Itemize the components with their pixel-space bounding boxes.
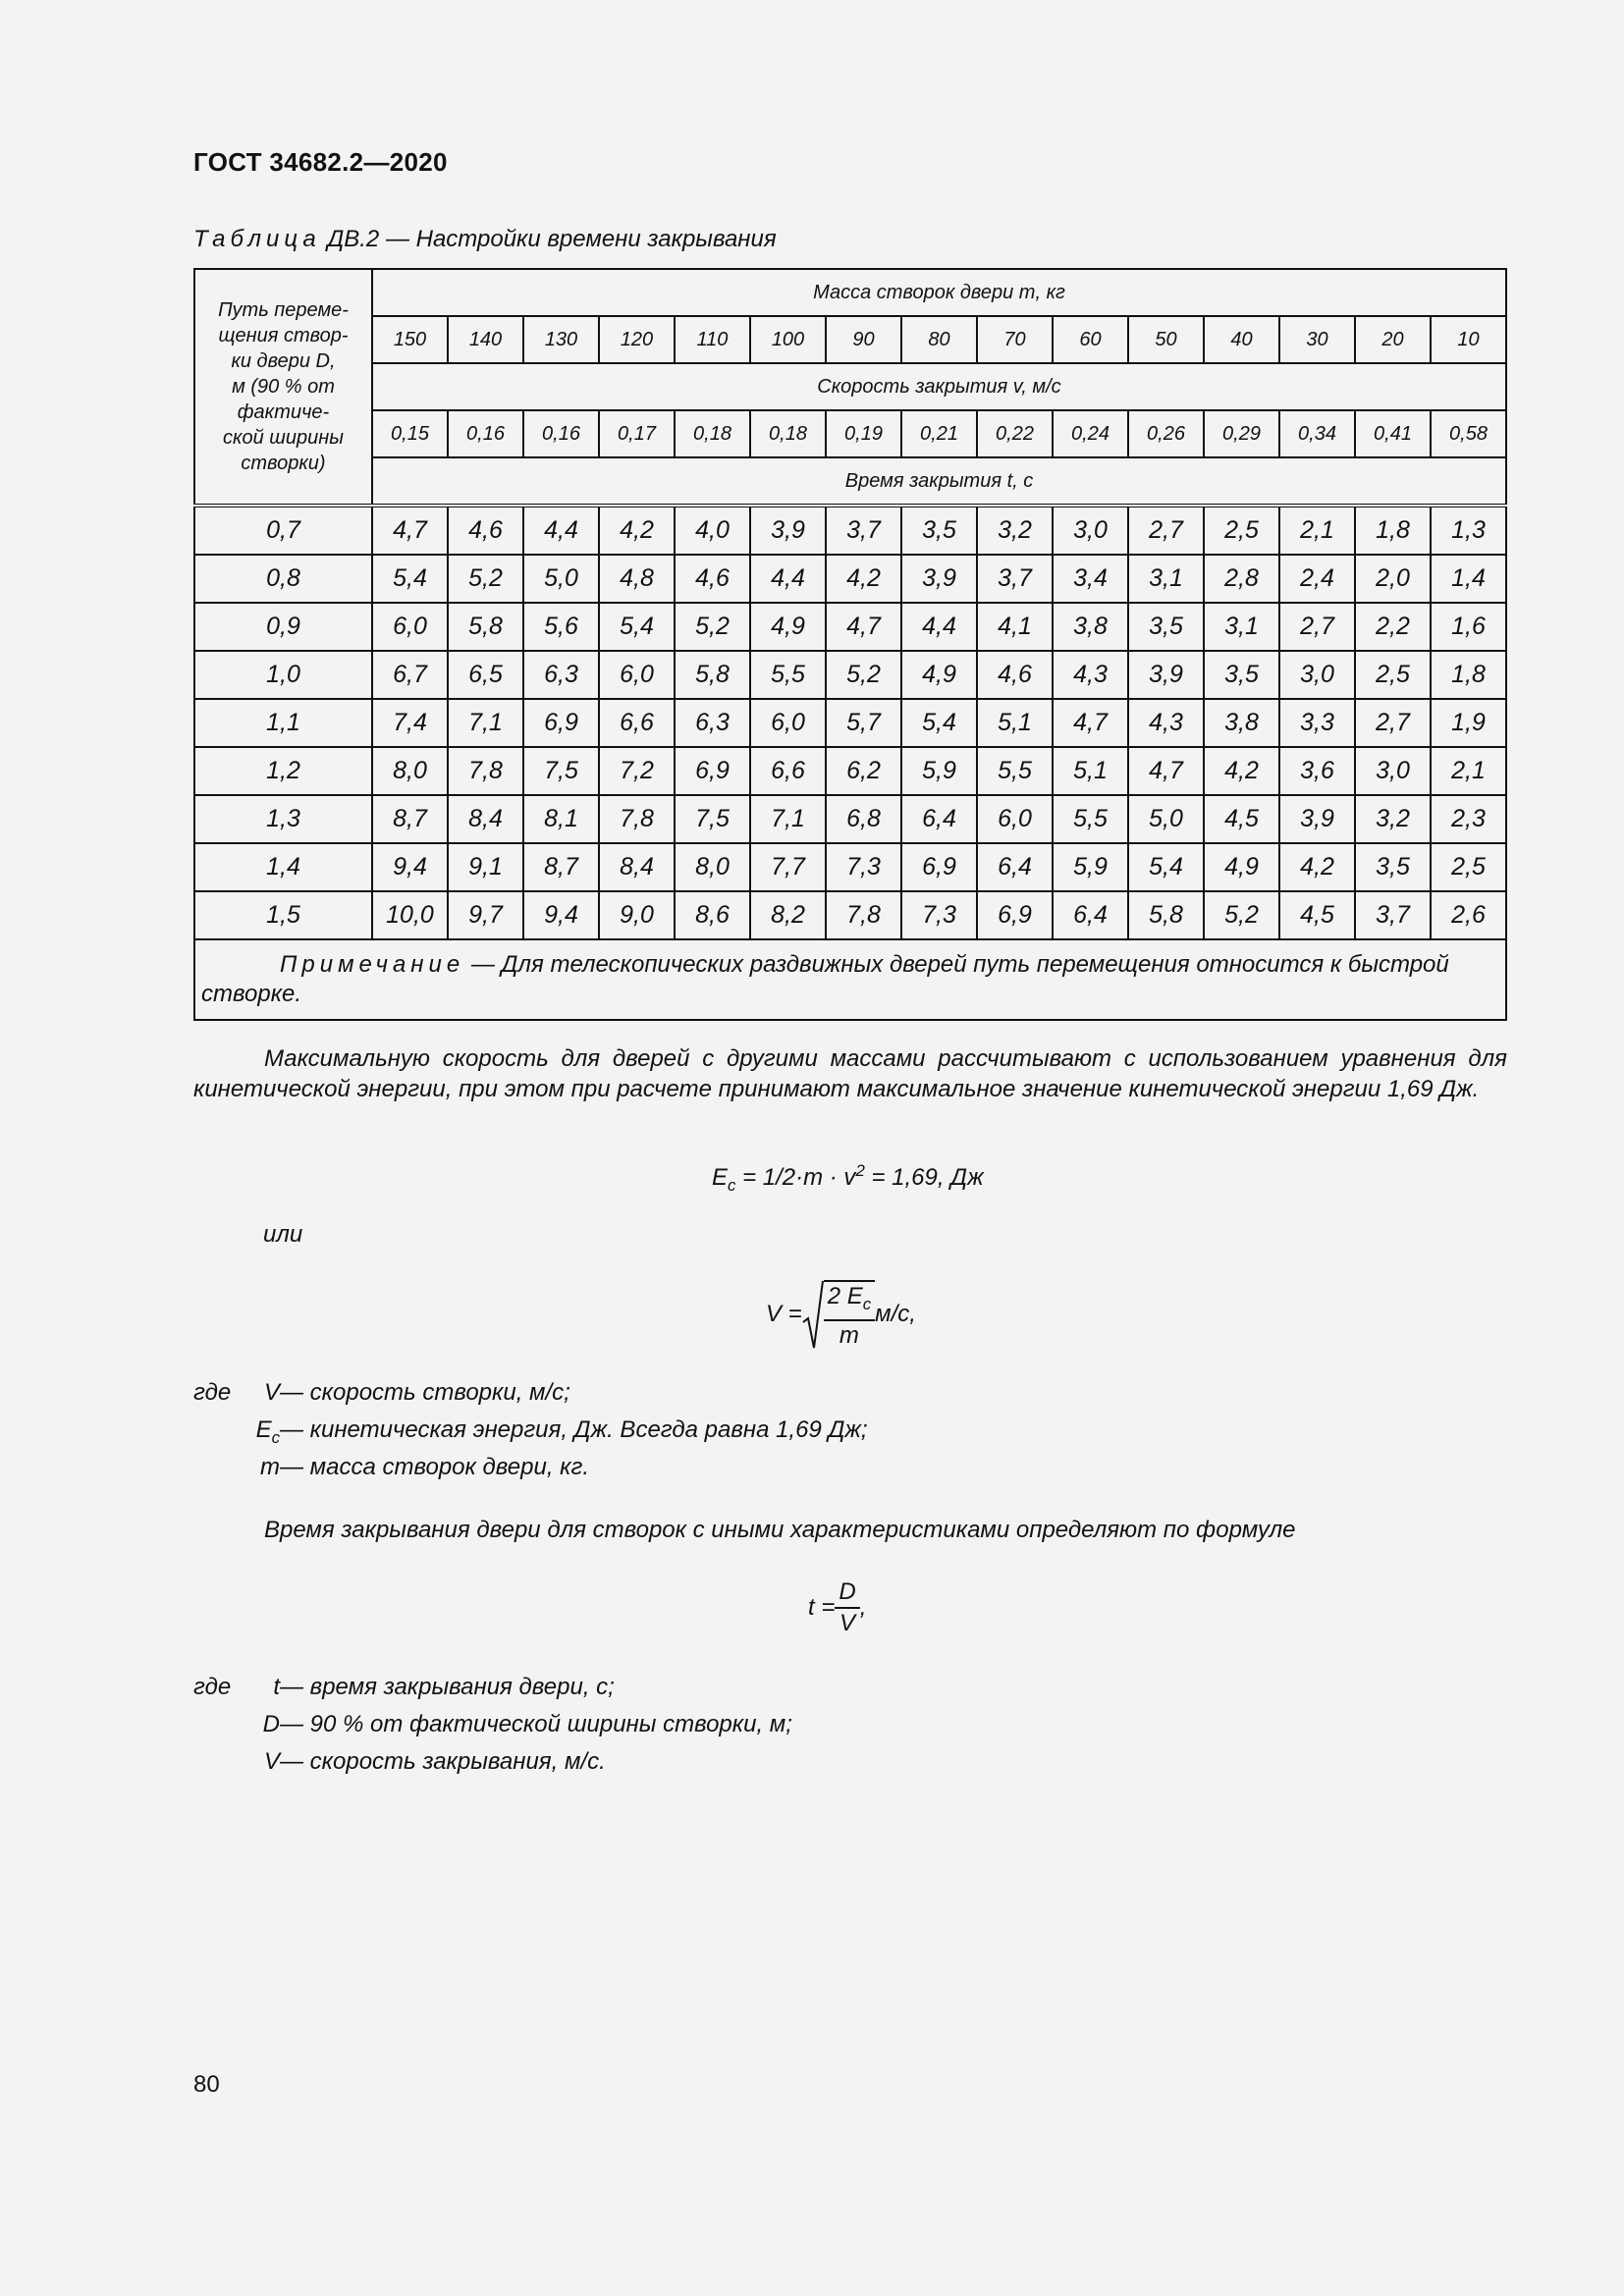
time-cell: 8,0	[372, 747, 448, 795]
time-cell: 4,2	[599, 506, 675, 555]
time-cell: 2,7	[1128, 506, 1204, 555]
mass-header: Масса створок двери m, кг	[372, 269, 1506, 316]
speed-cell: 0,18	[750, 410, 826, 457]
time-cell: 8,7	[372, 795, 448, 843]
time-cell: 4,6	[977, 651, 1053, 699]
time-cell: 6,2	[826, 747, 901, 795]
legend-text: — скорость створки, м/с;	[280, 1379, 570, 1406]
time-cell: 2,7	[1355, 699, 1431, 747]
table-row	[194, 699, 1506, 747]
table-row	[194, 603, 1506, 651]
time-cell: 3,9	[1128, 651, 1204, 699]
time-cell: 8,4	[448, 795, 523, 843]
time-cell: 2,5	[1204, 506, 1279, 555]
time-cell: 3,1	[1128, 555, 1204, 603]
time-cell: 2,4	[1279, 555, 1355, 603]
time-cell: 4,1	[977, 603, 1053, 651]
mass-cell: 140	[448, 316, 523, 363]
path-cell: 0,9	[194, 603, 372, 651]
note-label: Примечание	[280, 951, 465, 978]
speed-cell: 0,29	[1204, 410, 1279, 457]
closing-time-table	[193, 268, 1507, 1021]
time-cell: 8,7	[523, 843, 599, 891]
time-cell: 5,8	[1128, 891, 1204, 939]
time-cell: 6,0	[977, 795, 1053, 843]
legend-item	[0, 1416, 1624, 1448]
table-row	[194, 795, 1506, 843]
time-cell: 3,5	[1204, 651, 1279, 699]
path-cell: 1,2	[194, 747, 372, 795]
legend-item	[0, 1454, 1624, 1485]
mass-cell: 60	[1053, 316, 1128, 363]
time-cell: 3,3	[1279, 699, 1355, 747]
time-cell: 3,7	[977, 555, 1053, 603]
mass-cell: 20	[1355, 316, 1431, 363]
time-cell: 6,0	[372, 603, 448, 651]
mass-cell: 90	[826, 316, 901, 363]
time-cell: 5,2	[675, 603, 750, 651]
table-caption-text: ДВ.2 — Настройки времени закрывания	[320, 226, 777, 252]
mass-cell: 110	[675, 316, 750, 363]
table-row	[194, 506, 1506, 555]
time-cell: 3,0	[1053, 506, 1128, 555]
time-cell: 5,5	[1053, 795, 1128, 843]
time-cell: 4,9	[901, 651, 977, 699]
time-cell: 7,8	[448, 747, 523, 795]
time-cell: 3,9	[901, 555, 977, 603]
speed-cell: 0,58	[1431, 410, 1506, 457]
time-cell: 5,4	[372, 555, 448, 603]
time-cell: 6,4	[901, 795, 977, 843]
time-cell: 2,0	[1355, 555, 1431, 603]
time-cell: 5,4	[1128, 843, 1204, 891]
time-cell: 4,6	[675, 555, 750, 603]
time-cell: 4,7	[372, 506, 448, 555]
legend-symbol: t	[273, 1674, 280, 1700]
time-cell: 8,0	[675, 843, 750, 891]
time-cell: 6,9	[901, 843, 977, 891]
time-cell: 2,5	[1431, 843, 1506, 891]
time-cell: 7,8	[599, 795, 675, 843]
formula2-num-sub: c	[862, 1294, 872, 1313]
stub-header	[194, 269, 372, 506]
time-cell: 6,0	[750, 699, 826, 747]
formula1-sub: c	[728, 1175, 736, 1195]
or-word: или	[263, 1221, 303, 1248]
time-cell: 2,1	[1279, 506, 1355, 555]
time-cell: 5,5	[977, 747, 1053, 795]
time-cell: 2,3	[1431, 795, 1506, 843]
legend-symbol: E	[255, 1416, 272, 1443]
legend-text: — скорость закрывания, м/с.	[280, 1748, 606, 1775]
formula3-den: V	[839, 1610, 856, 1636]
mass-cell: 10	[1431, 316, 1506, 363]
legend-symbol: V	[263, 1379, 280, 1406]
time-header: Время закрытия t, с	[372, 457, 1506, 506]
legend-lead: где	[193, 1674, 232, 1700]
time-cell: 4,3	[1053, 651, 1128, 699]
legend-symbol-sub: c	[271, 1427, 280, 1447]
speed-cell: 0,26	[1128, 410, 1204, 457]
time-cell: 6,4	[977, 843, 1053, 891]
time-cell: 7,4	[372, 699, 448, 747]
time-cell: 7,2	[599, 747, 675, 795]
speed-cell: 0,15	[372, 410, 448, 457]
legend-item	[0, 1748, 1624, 1780]
time-cell: 7,1	[750, 795, 826, 843]
paragraph-max-speed: Максимальную скорость для дверей с другими массами рассчитывают с использованием уравнения для кинетической энергии, при этом при расчете принимают максимальное значение кинетической энергии 1,69 Дж.	[193, 1045, 1507, 1102]
time-cell: 9,4	[372, 843, 448, 891]
time-cell: 6,7	[372, 651, 448, 699]
speed-cell: 0,21	[901, 410, 977, 457]
speed-cell: 0,41	[1355, 410, 1431, 457]
mass-cell: 50	[1128, 316, 1204, 363]
path-cell: 0,8	[194, 555, 372, 603]
legend-item	[0, 1711, 1624, 1742]
time-cell: 2,6	[1431, 891, 1506, 939]
legend-symbol: m	[260, 1454, 280, 1480]
formula1-sup: 2	[855, 1161, 865, 1180]
paragraph-closing-time: Время закрывания двери для створок с иными характеристиками определяют по формуле	[264, 1517, 1296, 1543]
time-cell: 2,1	[1431, 747, 1506, 795]
formula1-mid: = 1/2·m · v	[735, 1164, 856, 1191]
time-cell: 8,6	[675, 891, 750, 939]
time-cell: 7,3	[901, 891, 977, 939]
time-cell: 2,5	[1355, 651, 1431, 699]
time-cell: 1,6	[1431, 603, 1506, 651]
mass-cell: 70	[977, 316, 1053, 363]
legend-text: — кинетическая энергия, Дж. Всегда равна 1,69 Дж;	[280, 1416, 868, 1443]
time-cell: 1,4	[1431, 555, 1506, 603]
speed-cell: 0,34	[1279, 410, 1355, 457]
time-cell: 5,1	[977, 699, 1053, 747]
time-cell: 1,3	[1431, 506, 1506, 555]
speed-cell: 0,18	[675, 410, 750, 457]
time-cell: 5,8	[448, 603, 523, 651]
time-cell: 4,5	[1279, 891, 1355, 939]
time-cell: 2,2	[1355, 603, 1431, 651]
table-row	[194, 843, 1506, 891]
time-cell: 8,2	[750, 891, 826, 939]
speed-cell: 0,22	[977, 410, 1053, 457]
speed-cell: 0,16	[523, 410, 599, 457]
time-cell: 5,4	[599, 603, 675, 651]
time-cell: 4,4	[750, 555, 826, 603]
time-cell: 1,9	[1431, 699, 1506, 747]
time-cell: 1,8	[1355, 506, 1431, 555]
mass-cell: 100	[750, 316, 826, 363]
time-cell: 3,8	[1204, 699, 1279, 747]
time-cell: 5,8	[675, 651, 750, 699]
time-cell: 4,6	[448, 506, 523, 555]
formula-speed	[766, 1278, 916, 1351]
time-cell: 3,7	[826, 506, 901, 555]
stub-header-text: Путь переме- щения створ- ки двери D, м (90 % от фактиче- ской ширины створки)	[218, 299, 349, 474]
table-caption-label: Таблица	[193, 226, 321, 252]
speed-header: Скорость закрытия v, м/с	[372, 363, 1506, 410]
formula2-den: m	[839, 1321, 859, 1349]
time-cell: 3,1	[1204, 603, 1279, 651]
speed-cell: 0,16	[448, 410, 523, 457]
time-cell: 7,8	[826, 891, 901, 939]
time-cell: 6,5	[448, 651, 523, 699]
formula2-unit: м/с,	[875, 1300, 916, 1327]
time-cell: 6,9	[977, 891, 1053, 939]
time-cell: 8,1	[523, 795, 599, 843]
time-cell: 3,9	[1279, 795, 1355, 843]
mass-cell: 120	[599, 316, 675, 363]
time-cell: 3,0	[1355, 747, 1431, 795]
time-cell: 6,3	[675, 699, 750, 747]
time-cell: 3,7	[1355, 891, 1431, 939]
time-cell: 4,9	[1204, 843, 1279, 891]
time-cell: 6,6	[599, 699, 675, 747]
mass-cell: 150	[372, 316, 448, 363]
table-caption	[193, 226, 777, 253]
formula3-tail: ,	[859, 1594, 867, 1621]
time-cell: 5,9	[1053, 843, 1128, 891]
formula1-lhs: E	[712, 1164, 729, 1191]
legend-symbol: V	[263, 1748, 280, 1775]
speed-cell: 0,17	[599, 410, 675, 457]
time-cell: 3,5	[1128, 603, 1204, 651]
formula3-num: D	[835, 1577, 859, 1609]
sqrt-icon	[802, 1279, 824, 1350]
time-cell: 3,5	[1355, 843, 1431, 891]
formula2-num: 2 E	[827, 1283, 863, 1309]
note-text: — Для телескопических раздвижных дверей путь перемещения относится к быстрой створке.	[201, 951, 1449, 1007]
mass-cell: 30	[1279, 316, 1355, 363]
time-cell: 3,4	[1053, 555, 1128, 603]
time-cell: 8,4	[599, 843, 675, 891]
time-cell: 6,4	[1053, 891, 1128, 939]
time-cell: 7,1	[448, 699, 523, 747]
table-note	[194, 939, 1506, 1020]
table-row	[194, 555, 1506, 603]
time-cell: 4,7	[826, 603, 901, 651]
time-cell: 5,0	[523, 555, 599, 603]
legend-lead: где	[193, 1379, 232, 1406]
time-cell: 3,5	[901, 506, 977, 555]
path-cell: 1,5	[194, 891, 372, 939]
time-cell: 9,1	[448, 843, 523, 891]
time-cell: 5,6	[523, 603, 599, 651]
mass-cell: 40	[1204, 316, 1279, 363]
time-cell: 4,9	[750, 603, 826, 651]
time-cell: 7,3	[826, 843, 901, 891]
legend-text: — 90 % от фактической ширины створки, м;	[280, 1711, 792, 1737]
path-cell: 0,7	[194, 506, 372, 555]
time-cell: 5,0	[1128, 795, 1204, 843]
time-cell: 9,0	[599, 891, 675, 939]
time-cell: 7,7	[750, 843, 826, 891]
legend-item	[0, 1674, 1624, 1705]
time-cell: 9,7	[448, 891, 523, 939]
formula-time	[808, 1577, 866, 1638]
time-cell: 4,2	[1204, 747, 1279, 795]
time-cell: 4,4	[523, 506, 599, 555]
time-cell: 3,2	[1355, 795, 1431, 843]
formula-kinetic-energy	[712, 1161, 984, 1196]
time-cell: 3,0	[1279, 651, 1355, 699]
path-cell: 1,0	[194, 651, 372, 699]
table-row	[194, 891, 1506, 939]
time-cell: 5,4	[901, 699, 977, 747]
time-cell: 4,7	[1053, 699, 1128, 747]
time-cell: 7,5	[523, 747, 599, 795]
legend-text: — масса створок двери, кг.	[280, 1454, 589, 1480]
table-row	[194, 651, 1506, 699]
speed-cell: 0,19	[826, 410, 901, 457]
time-cell: 6,9	[523, 699, 599, 747]
path-cell: 1,1	[194, 699, 372, 747]
time-cell: 9,4	[523, 891, 599, 939]
time-cell: 5,1	[1053, 747, 1128, 795]
time-cell: 3,6	[1279, 747, 1355, 795]
time-cell: 5,2	[448, 555, 523, 603]
legend-item	[0, 1379, 1624, 1411]
legend-text: — время закрывания двери, с;	[280, 1674, 615, 1700]
time-cell: 5,2	[826, 651, 901, 699]
time-cell: 4,3	[1128, 699, 1204, 747]
time-cell: 2,7	[1279, 603, 1355, 651]
page-number: 80	[193, 2071, 220, 2098]
mass-cell: 130	[523, 316, 599, 363]
time-cell: 4,2	[826, 555, 901, 603]
time-cell: 4,7	[1128, 747, 1204, 795]
path-cell: 1,3	[194, 795, 372, 843]
time-cell: 4,5	[1204, 795, 1279, 843]
time-cell: 5,7	[826, 699, 901, 747]
formula2-lhs: V =	[766, 1300, 802, 1327]
time-cell: 2,8	[1204, 555, 1279, 603]
time-cell: 6,9	[675, 747, 750, 795]
formula3-lhs: t =	[808, 1594, 836, 1621]
formula1-rhs: = 1,69, Дж	[864, 1164, 984, 1191]
mass-cell: 80	[901, 316, 977, 363]
time-cell: 7,5	[675, 795, 750, 843]
time-cell: 1,8	[1431, 651, 1506, 699]
legend-symbol: D	[262, 1711, 280, 1737]
time-cell: 4,2	[1279, 843, 1355, 891]
time-cell: 6,3	[523, 651, 599, 699]
time-cell: 6,8	[826, 795, 901, 843]
time-cell: 3,8	[1053, 603, 1128, 651]
time-cell: 3,9	[750, 506, 826, 555]
time-cell: 5,9	[901, 747, 977, 795]
time-cell: 6,0	[599, 651, 675, 699]
speed-cell: 0,24	[1053, 410, 1128, 457]
path-cell: 1,4	[194, 843, 372, 891]
time-cell: 5,2	[1204, 891, 1279, 939]
time-cell: 4,8	[599, 555, 675, 603]
time-cell: 5,5	[750, 651, 826, 699]
time-cell: 4,0	[675, 506, 750, 555]
time-cell: 4,4	[901, 603, 977, 651]
time-cell: 6,6	[750, 747, 826, 795]
table-row	[194, 747, 1506, 795]
time-cell: 10,0	[372, 891, 448, 939]
time-cell: 3,2	[977, 506, 1053, 555]
document-header: ГОСТ 34682.2—2020	[193, 147, 448, 177]
